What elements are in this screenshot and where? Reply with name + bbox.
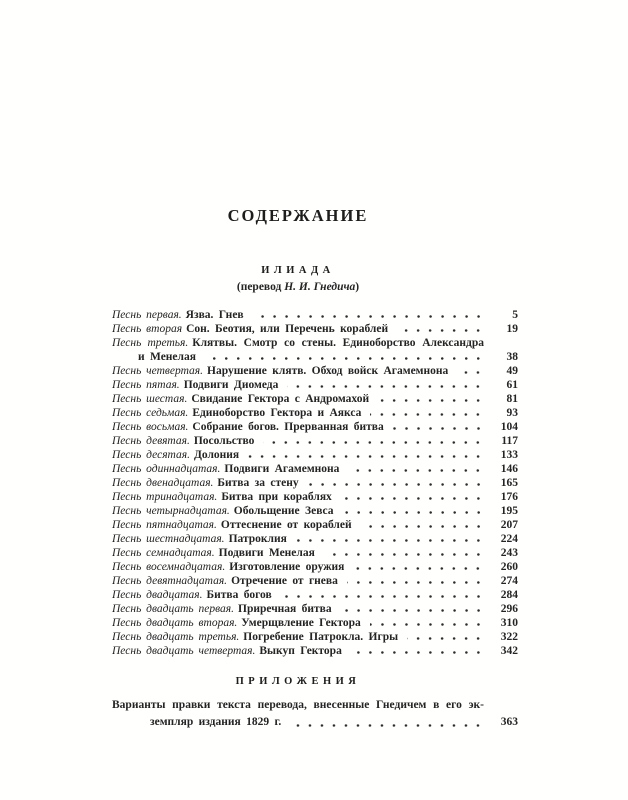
page-number: 93	[506, 407, 518, 419]
dot-leader	[287, 378, 488, 392]
dot-leader	[253, 308, 488, 322]
dot-leader	[296, 532, 488, 546]
toc-row-title: Битва за стену	[217, 477, 299, 489]
toc-row-label: Песнь двадцать вторая.	[112, 617, 238, 629]
toc-row-text	[112, 476, 299, 490]
toc-row-firstline	[112, 697, 484, 714]
toc-row-title: Погребение Патрокла. Игры	[243, 631, 399, 643]
toc-row-title: и Менелая	[138, 351, 196, 363]
page-number: 117	[501, 435, 518, 447]
toc-row-title: Отречение от гнева	[231, 575, 338, 587]
toc-row-line	[112, 630, 518, 644]
toc-row-line	[112, 420, 518, 434]
toc-row-text	[112, 714, 281, 731]
section-title: ИЛИАДА	[261, 265, 335, 276]
toc-row	[112, 406, 518, 420]
page-number: 81	[506, 393, 518, 405]
dot-leader	[263, 434, 488, 448]
toc-row-title: Язва. Гнев	[185, 309, 244, 321]
page-number: 195	[500, 505, 518, 517]
toc-row-label: Песнь двадцатая.	[112, 589, 203, 601]
toc-row	[112, 697, 518, 731]
toc-row	[112, 574, 518, 588]
toc-row-line	[112, 392, 518, 406]
toc-row-text	[112, 448, 239, 462]
toc-row-text	[112, 518, 352, 532]
page-number: 260	[500, 561, 518, 573]
toc-list	[112, 308, 518, 658]
toc-row-line	[112, 518, 518, 532]
toc-row-title: Подвиги Агамемнона	[224, 463, 340, 475]
toc-row-label: Песнь третья.	[112, 337, 189, 349]
toc-row-title: Оттеснение от кораблей	[220, 519, 352, 531]
page-title: СОДЕРЖАНИЕ	[227, 206, 369, 225]
toc-row-label: Песнь двадцать третья.	[112, 631, 240, 643]
toc-row-title: Сон. Беотия, или Перечень кораблей	[186, 323, 389, 335]
dot-leader	[281, 588, 488, 602]
toc-row-title: Обольщение Зевса	[233, 505, 334, 517]
toc-row	[112, 462, 518, 476]
toc-row-title: Битва при кораблях	[221, 491, 332, 503]
toc-row-text	[112, 588, 272, 602]
dot-leader	[407, 630, 488, 644]
toc-row-line	[112, 588, 518, 602]
toc-row	[112, 378, 518, 392]
toc-row-line	[112, 448, 518, 462]
toc-row	[112, 392, 518, 406]
toc-row-label: Песнь пятая.	[112, 379, 180, 391]
toc-row-title: Долония	[193, 449, 240, 461]
page-number: 243	[500, 547, 518, 559]
toc-row-label: Песнь вторая	[112, 323, 183, 335]
appendix-list	[112, 697, 518, 731]
toc-row-title: Изготовление оружия	[229, 561, 345, 573]
toc-row-text	[112, 392, 369, 406]
toc-row-title: Выкуп Гектора	[259, 645, 342, 657]
toc-row	[112, 448, 518, 462]
dot-leader	[378, 392, 488, 406]
toc-row	[112, 588, 518, 602]
dot-leader	[353, 560, 488, 574]
toc-row-line	[112, 406, 518, 420]
toc-row-label: Песнь пятнадцатая.	[112, 519, 217, 531]
toc-row-line	[112, 532, 518, 546]
dot-leader	[370, 406, 488, 420]
page-number: 310	[500, 617, 518, 629]
toc-row-label: Песнь девятая.	[112, 435, 190, 447]
toc-row-line	[112, 322, 518, 336]
toc-row	[112, 504, 518, 518]
toc-row	[112, 532, 518, 546]
toc-row-text	[112, 462, 339, 476]
toc-row-label: Песнь семнадцатая.	[112, 547, 215, 559]
toc-row-line	[112, 602, 518, 616]
toc-row-label: Песнь девятнадцатая.	[112, 575, 228, 587]
dot-leader	[324, 546, 488, 560]
toc-row-text	[112, 574, 338, 588]
toc-row-line	[112, 350, 518, 364]
toc-row-label: Песнь тринадцатая.	[112, 491, 218, 503]
toc-row-title: Варианты правки текста перевода, внесенные Гнедичем в его эк-	[112, 699, 484, 711]
toc-row-label: Песнь двадцать первая.	[112, 603, 235, 615]
toc-row-label: Песнь двенадцатая.	[112, 477, 214, 489]
toc-row-text	[112, 602, 332, 616]
toc-row-line	[112, 308, 518, 322]
toc-row-line	[112, 378, 518, 392]
page-number: 296	[500, 603, 518, 615]
page-content	[112, 0, 518, 800]
toc-row-title: Приречная битва	[238, 603, 332, 615]
toc-row-title: Умерщвление Гектора	[241, 617, 361, 629]
page-number: 19	[506, 323, 518, 335]
toc-row-title: Посольство	[193, 435, 255, 447]
translator-note-prefix: (перевод	[236, 281, 285, 293]
toc-row-label: Песнь четырнадцатая.	[112, 505, 230, 517]
toc-row-text	[112, 644, 342, 658]
toc-row-line	[112, 504, 518, 518]
dot-leader	[343, 504, 488, 518]
toc-row-line	[112, 490, 518, 504]
page-number: 5	[512, 309, 518, 321]
toc-row-firstline	[112, 336, 484, 350]
page-number: 274	[500, 575, 518, 587]
toc-row-text	[112, 504, 334, 518]
toc-row-line	[112, 364, 518, 378]
toc-row	[112, 490, 518, 504]
toc-row	[112, 420, 518, 434]
toc-row-title: Битва богов	[206, 589, 272, 601]
toc-row	[112, 644, 518, 658]
page-number: 207	[500, 519, 518, 531]
toc-row	[112, 518, 518, 532]
page-number: 224	[500, 533, 518, 545]
toc-row	[112, 336, 518, 364]
page-number: 38	[506, 351, 518, 363]
page-number: 133	[500, 449, 518, 461]
toc-row	[112, 476, 518, 490]
toc-row	[112, 616, 518, 630]
dot-leader	[341, 602, 488, 616]
toc-row-title: Нарушение клятв. Обход войск Агамемнона	[207, 365, 449, 377]
toc-row-text	[112, 406, 361, 420]
page-number: 61	[506, 379, 518, 391]
toc-row-line	[112, 574, 518, 588]
toc-row-line	[112, 434, 518, 448]
toc-row-label: Песнь четвертая.	[112, 365, 204, 377]
toc-row-title: Единоборство Гектора и Аякса	[192, 407, 362, 419]
toc-row-label: Песнь одиннадцатая.	[112, 463, 221, 475]
toc-row-line	[112, 476, 518, 490]
dot-leader	[393, 420, 488, 434]
dot-leader	[361, 518, 488, 532]
toc-row	[112, 546, 518, 560]
page-number: 176	[500, 491, 518, 503]
toc-row	[112, 602, 518, 616]
toc-row-label: Песнь шестнадцатая.	[112, 533, 225, 545]
dot-leader	[205, 350, 488, 364]
toc-row	[112, 308, 518, 322]
toc-row-text	[112, 378, 278, 392]
toc-row-text	[112, 490, 332, 504]
toc-row-text	[112, 532, 287, 546]
dot-leader	[351, 644, 488, 658]
appendix-title: ПРИЛОЖЕНИЯ	[235, 676, 361, 687]
toc-row	[112, 322, 518, 336]
toc-row-line	[112, 644, 518, 658]
toc-row	[112, 364, 518, 378]
page-number: 342	[500, 645, 518, 657]
toc-row-text	[112, 434, 254, 448]
toc-row-line	[112, 714, 518, 731]
toc-row	[112, 434, 518, 448]
dot-leader	[248, 448, 488, 462]
toc-row-label: Песнь восьмая.	[112, 421, 189, 433]
toc-row-line	[112, 616, 518, 630]
toc-row-line	[112, 546, 518, 560]
toc-row-text	[112, 420, 384, 434]
toc-row-text	[112, 560, 344, 574]
toc-row-line	[112, 560, 518, 574]
dot-leader	[290, 714, 488, 731]
translator-note	[112, 281, 484, 293]
toc-row-text	[112, 630, 398, 644]
page-number: 284	[500, 589, 518, 601]
page-number: 104	[500, 421, 518, 433]
page-number: 322	[500, 631, 518, 643]
toc-row-text	[112, 546, 315, 560]
toc-row-title: Клятвы. Смотр со стены. Единоборство Александра	[192, 337, 484, 349]
toc-row-label: Песнь первая.	[112, 309, 182, 321]
toc-row-title: Свидание Гектора с Андромахой	[191, 393, 370, 405]
translator-note-suffix: )	[355, 281, 360, 293]
toc-row-label: Песнь седьмая.	[112, 407, 189, 419]
toc-row-line	[112, 462, 518, 476]
toc-row	[112, 630, 518, 644]
dot-leader	[347, 574, 488, 588]
toc-row-label: Песнь десятая.	[112, 449, 190, 461]
toc-row-text	[112, 364, 448, 378]
page-number: 146	[500, 463, 518, 475]
dot-leader	[370, 616, 488, 630]
toc-row-title: земпляр издания 1829 г.	[150, 716, 282, 728]
toc-row-label: Песнь шестая.	[112, 393, 188, 405]
page-number: 165	[500, 477, 518, 489]
toc-row-text	[112, 308, 244, 322]
toc-row-label: Песнь восемнадцатая.	[112, 561, 226, 573]
toc-row-title: Собрание богов. Прерванная битва	[192, 421, 384, 433]
translator-name: Н. И. Гнедича	[284, 281, 356, 293]
toc-row-text	[112, 350, 196, 364]
toc-row	[112, 560, 518, 574]
toc-row-title: Патроклия	[228, 533, 287, 545]
dot-leader	[348, 462, 488, 476]
page-number: 49	[506, 365, 518, 377]
dot-leader	[341, 490, 488, 504]
toc-row-text	[112, 322, 388, 336]
page-number: 363	[500, 716, 518, 728]
toc-row-label: Песнь двадцать четвертая.	[112, 645, 256, 657]
toc-row-text	[112, 616, 361, 630]
toc-row-title: Подвиги Диомеда	[183, 379, 279, 391]
toc-row-title: Подвиги Менелая	[218, 547, 315, 559]
dot-leader	[397, 322, 488, 336]
dot-leader	[457, 364, 488, 378]
dot-leader	[308, 476, 488, 490]
